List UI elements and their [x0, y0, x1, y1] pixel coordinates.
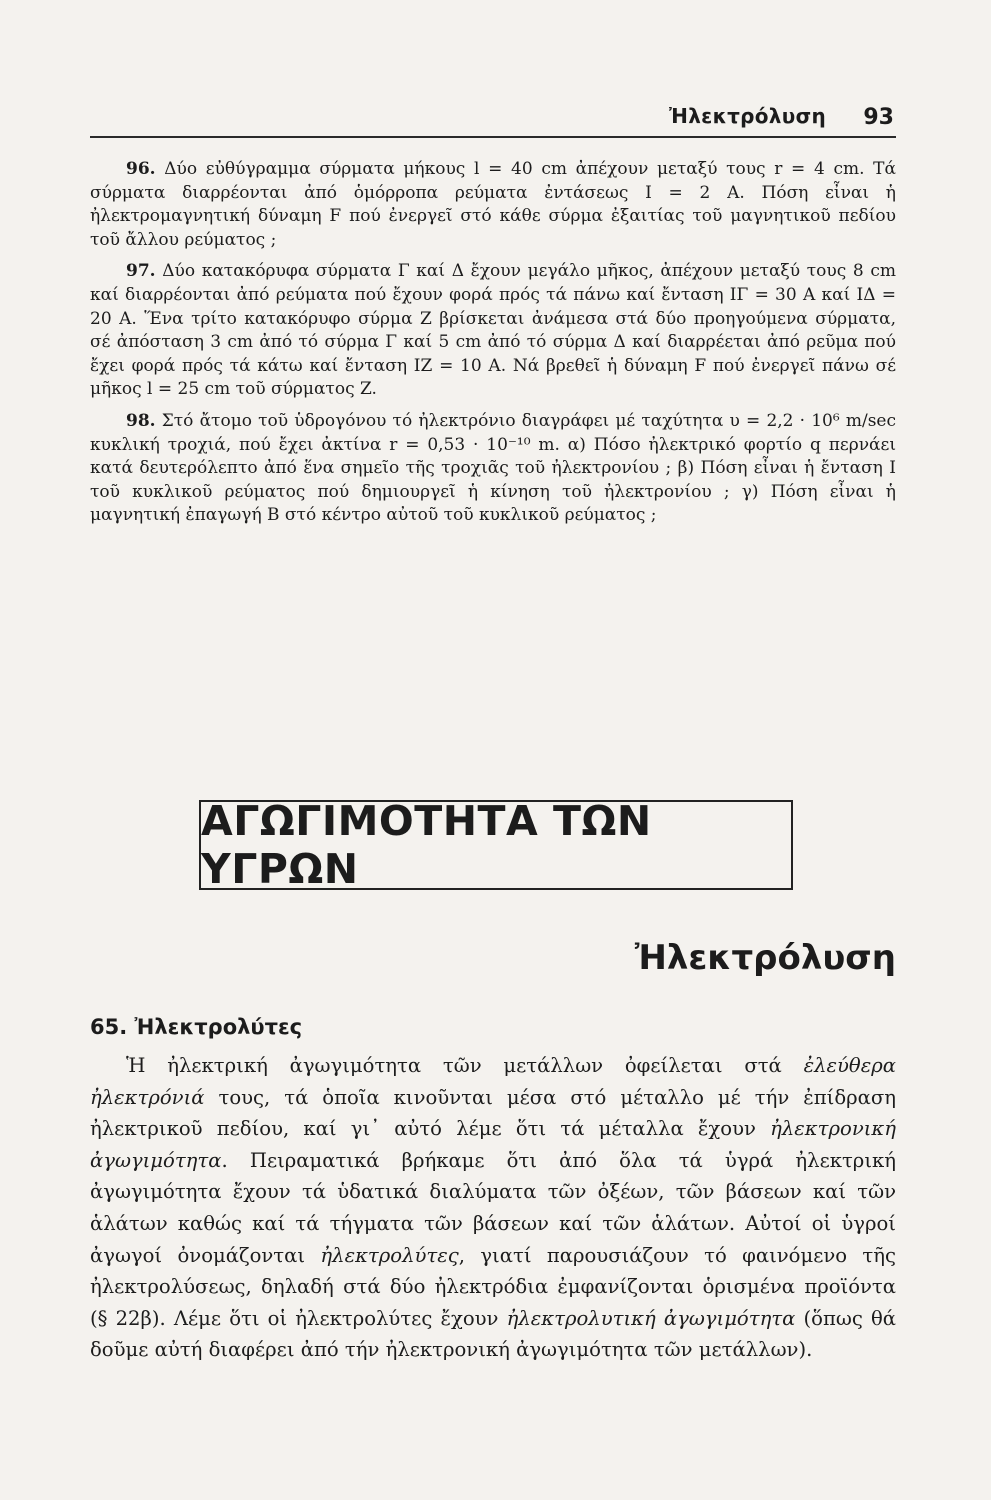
exercise-text: Δύο κατακόρυφα σύρματα Γ καί Δ ἔχουν μεγάλο μῆκος, ἀπέχουν μεταξύ τους 8 cm καί διαρρέονται ἀπό ρεύματα πού ἔχουν φορά πρός τά πάνω καί ἔνταση IΓ = 30 A καί IΔ = 20 A. Ἕνα τρίτο κατακόρυφο σύρμα Z βρίσκεται ἀνάμεσα στά δύο προηγούμενα σύρματα, σέ ἀπόσταση 3 cm ἀπό τό σύρμα Γ καί 5 cm ἀπό τό σύρμα Δ καί διαρρέεται ἀπό ρεῦμα πού ἔχει φορά πρός τά κάτω καί ἔνταση IZ = 10 A. Νά βρεθεῖ ἡ δύναμη F πού ἐνεργεῖ πάνω σέ μῆκος l = 25 cm τοῦ σύρματος Z. [90, 261, 896, 400]
body-text-run: . Πειραματικά βρήκαμε ὅτι ἀπό ὅλα τά ὑγρά ἠλεκτρική ἀγωγιμότητα ἔχουν τά ὑδατικά διαλύματα τῶν ὀξέων, τῶν βάσεων καί τῶν ἁλάτων καθώς καί τά τήγματα τῶν βάσεων καί τῶν ἁλάτων. Αὐτοί οἱ ὑγροί ἀγωγοί ὀνομάζονται [90, 1148, 896, 1267]
exercise-text: Δύο εὐθύγραμμα σύρματα μήκους l = 40 cm ἀπέχουν μεταξύ τους r = 4 cm. Τά σύρματα διαρρέονται ἀπό ὁμόρροπα ρεύματα ἐντάσεως I = 2 A. Πόση εἶναι ἡ ἠλεκτρομαγνητική δύναμη F πού ἐνεργεῖ στό κάθε σύρμα ἐξαιτίας τοῦ μαγνητικοῦ πεδίου τοῦ ἄλλου ρεύματος ; [90, 159, 896, 250]
emphasized-term: ἠλεκτρολυτική ἀγωγιμότητα [506, 1306, 796, 1330]
body-text-run: τους, τά ὁποῖα κινοῦνται μέσα στό μέταλλο μέ τήν ἐπίδραση ἠλεκτρικοῦ πεδίου, καί γι᾽ αὐτό λέμε ὅτι τά μέταλλα ἔχουν [90, 1085, 896, 1141]
exercise-item [90, 260, 896, 402]
subsection-heading: 65. Ἠλεκτρολύτες [90, 1015, 303, 1039]
emphasized-term: ἠλεκτρολύτες [320, 1243, 459, 1267]
chapter-heading-box: ΑΓΩΓΙΜΟΤΗΤΑ ΤΩΝ ΥΓΡΩΝ [199, 800, 793, 890]
page-number: 93 [863, 105, 894, 130]
body-text-run: Ἡ ἠλεκτρική ἀγωγιμότητα τῶν μετάλλων ὀφείλεται στά [126, 1054, 804, 1077]
emphasized-term: ἐλεύθερα ἠλεκτρόνιά [90, 1054, 896, 1109]
body-paragraph [90, 1050, 896, 1366]
exercise-item [90, 158, 896, 252]
exercise-number: 97. [126, 261, 156, 282]
exercise-number: 96. [126, 159, 156, 179]
emphasized-term: ἠλεκτρονική ἀγωγιμότητα [90, 1117, 896, 1172]
section-title: Ἠλεκτρόλυση [634, 938, 896, 978]
exercise-number: 98. [126, 410, 156, 431]
body-text-run: (ὅπως θά δοῦμε αὐτή διαφέρει ἀπό τήν ἠλεκτρονική ἀγωγιμότητα τῶν μετάλλων). [90, 1306, 896, 1362]
exercise-text: Στό ἄτομο τοῦ ὑδρογόνου τό ἠλεκτρόνιο διαγράφει μέ ταχύτητα υ = 2,2 · 10⁶ m/sec κυκλική τροχιά, πού ἔχει ἀκτίνα r = 0,53 · 10⁻¹⁰ m. α) Πόσο ἠλεκτρικό φορτίο q περνάει κατά δευτερόλεπτο ἀπό ἕνα σημεῖο τῆς τροχιᾶς τοῦ ἠλεκτρονίου ; β) Πόση εἶναι ἡ ἔνταση I τοῦ κυκλικοῦ ρεύματος πού δημιουργεῖ ἡ κίνηση τοῦ ἠλεκτρονίου ; γ) Πόση εἶναι ἡ μαγνητική ἐπαγωγή B στό κέντρο αὐτοῦ τοῦ κυκλικοῦ ρεύματος ; [90, 410, 897, 526]
exercise-list [90, 158, 896, 536]
body-text-run: , γιατί παρουσιάζουν τό φαινόμενο τῆς ἠλεκτρολύσεως, δηλαδή στά δύο ἠλεκτρόδια ἐμφανίζονται ὁρισμένα προϊόντα (§ 22β). Λέμε ὅτι οἱ ἠλεκτρολύτες ἔχουν [90, 1243, 896, 1330]
running-header [90, 96, 896, 138]
chapter-title: Ἠλεκτρόλυση [668, 104, 826, 128]
exercise-item [90, 410, 896, 528]
